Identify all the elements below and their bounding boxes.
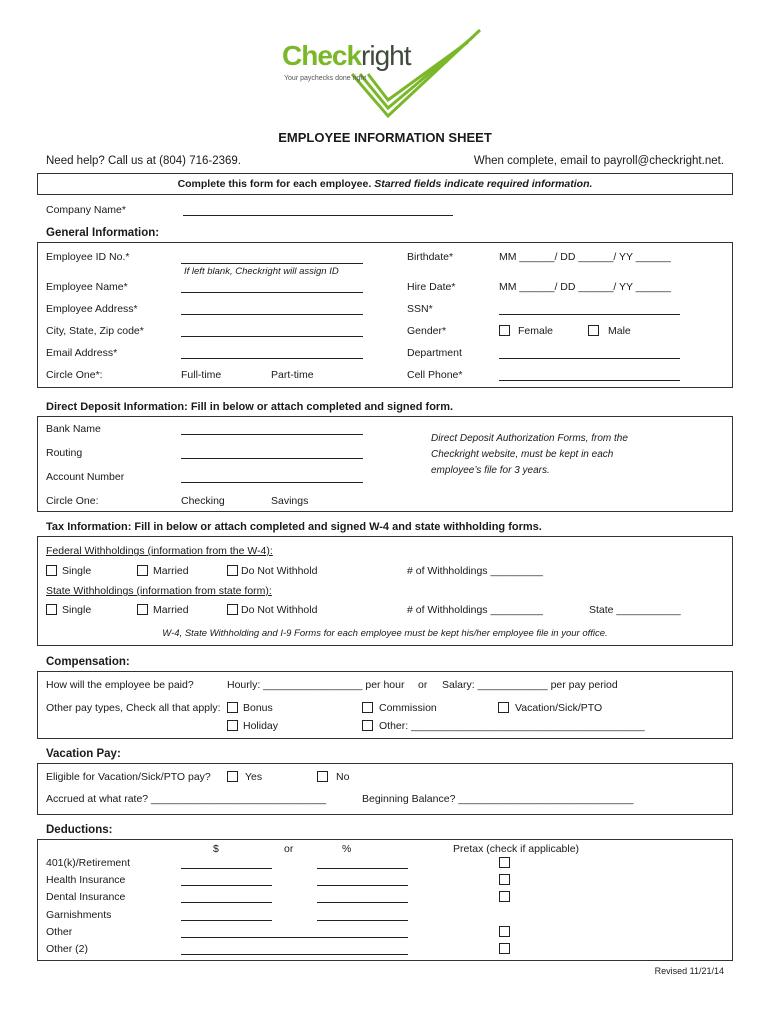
full-time-option[interactable]: Full-time (181, 369, 222, 381)
department-field[interactable] (499, 358, 680, 359)
employee-address-label: Employee Address* (46, 303, 138, 315)
federal-withholdings-label: Federal Withholdings (information from the W-4): (46, 545, 273, 557)
routing-label: Routing (46, 447, 83, 459)
vacation-heading: Vacation Pay: (46, 748, 121, 760)
logo-tagline: Your paychecks done right (284, 75, 367, 82)
checkmark-logo-icon (280, 24, 490, 124)
instructions-banner (37, 173, 733, 195)
email-instruction-text: When complete, email to payroll@checkright.net. (473, 155, 724, 167)
percent-column-header: % (342, 843, 352, 855)
compensation-heading: Compensation: (46, 656, 130, 668)
deduction-label: Other (46, 926, 73, 938)
vacation-no-label: No (336, 771, 350, 783)
banner-plain-text: Complete this form for each employee. (177, 178, 375, 190)
employment-type-label: Circle One*: (46, 369, 103, 381)
city-state-zip-label: City, State, Zip code* (46, 325, 144, 337)
accrual-rate-field[interactable]: Accrued at what rate? ______________________________ (46, 793, 327, 805)
cell-phone-field[interactable] (499, 380, 680, 381)
dd-note-line3: employee’s file for 3 years. (431, 465, 550, 476)
tax-heading: Tax Information: Fill in below or attach completed and signed W-4 and state withholding forms. (46, 521, 542, 533)
deduction-percent-field[interactable] (317, 902, 408, 903)
vacation-yes-label: Yes (245, 771, 263, 783)
employee-id-label: Employee ID No.* (46, 251, 130, 263)
state-married-label: Married (153, 604, 189, 616)
federal-single-label: Single (62, 565, 92, 577)
state-married-checkbox[interactable] (137, 604, 148, 615)
bonus-label: Bonus (243, 702, 273, 714)
pay-or-text: or (418, 679, 428, 691)
vacation-no-checkbox[interactable] (317, 771, 328, 782)
logo-brand-right: right (361, 40, 411, 71)
deduction-pretax-checkbox[interactable] (499, 891, 510, 902)
direct-deposit-section (37, 416, 733, 512)
logo-brand-check: Check (282, 40, 362, 71)
email-address-label: Email Address* (46, 347, 118, 359)
deduction-label: Other (2) (46, 943, 89, 955)
federal-single-checkbox[interactable] (46, 565, 57, 576)
how-paid-label: How will the employee be paid? (46, 679, 194, 691)
savings-option[interactable]: Savings (271, 495, 309, 507)
account-number-label: Account Number (46, 471, 125, 483)
vacation-yes-checkbox[interactable] (227, 771, 238, 782)
deduction-dollar-field[interactable] (181, 868, 272, 869)
revision-date: Revised 11/21/14 (654, 966, 724, 976)
hire-date-label: Hire Date* (407, 281, 456, 293)
state-withholdings-label: State Withholdings (information from state form): (46, 585, 272, 597)
vacation-pay-type-label: Vacation/Sick/PTO (515, 702, 603, 714)
state-no-withhold-checkbox[interactable] (227, 604, 238, 615)
compensation-section (37, 671, 733, 739)
dollar-column-header: $ (213, 843, 219, 855)
deductions-heading: Deductions: (46, 824, 113, 836)
vacation-section (37, 763, 733, 815)
vacation-pay-type-checkbox[interactable] (498, 702, 509, 713)
deduction-percent-field[interactable] (317, 885, 408, 886)
tax-section (37, 536, 733, 646)
state-single-checkbox[interactable] (46, 604, 57, 615)
account-number-field[interactable] (181, 482, 363, 483)
deduction-percent-field[interactable] (317, 920, 408, 921)
female-checkbox[interactable] (499, 325, 510, 336)
federal-no-withhold-label: Do Not Withhold (241, 565, 318, 577)
holiday-label: Holiday (243, 720, 279, 732)
beginning-balance-field[interactable]: Beginning Balance? ______________________________ (362, 793, 634, 805)
employee-id-field[interactable] (181, 263, 363, 264)
deduction-pretax-checkbox[interactable] (499, 857, 510, 868)
male-checkbox[interactable] (588, 325, 599, 336)
direct-deposit-heading: Direct Deposit Information: Fill in below or attach completed and signed form. (46, 401, 454, 413)
dd-note-line2: Checkright website, must be kept in each (431, 449, 614, 460)
employee-id-note: If left blank, Checkright will assign ID (184, 266, 339, 277)
federal-married-checkbox[interactable] (137, 565, 148, 576)
deduction-label: Health Insurance (46, 874, 126, 886)
state-single-label: Single (62, 604, 92, 616)
vacation-eligible-label: Eligible for Vacation/Sick/PTO pay? (46, 771, 211, 783)
cell-phone-label: Cell Phone* (407, 369, 463, 381)
male-label: Male (608, 325, 631, 337)
deduction-pretax-checkbox[interactable] (499, 943, 510, 954)
general-section (37, 242, 733, 388)
or-column-header: or (284, 843, 294, 855)
part-time-option[interactable]: Part-time (271, 369, 314, 381)
checkright-logo (280, 24, 490, 124)
state-withholdings-count[interactable]: # of Withholdings _________ (407, 604, 544, 616)
female-label: Female (518, 325, 554, 337)
company-name-label: Company Name* (46, 204, 126, 216)
deduction-pretax-checkbox[interactable] (499, 874, 510, 885)
company-name-field[interactable] (183, 215, 453, 216)
commission-label: Commission (379, 702, 437, 714)
ssn-field[interactable] (499, 314, 680, 315)
gender-label: Gender* (407, 325, 447, 337)
state-field[interactable]: State ___________ (589, 604, 681, 616)
deduction-dollar-field[interactable] (181, 920, 272, 921)
other-pay-field[interactable]: Other: ________________________________________ (379, 720, 645, 732)
checking-option[interactable]: Checking (181, 495, 225, 507)
hire-date-field[interactable]: MM ______/ DD ______/ YY ______ (499, 281, 671, 293)
pretax-column-header: Pretax (check if applicable) (453, 843, 580, 855)
hourly-field[interactable]: Hourly: _________________ per hour (227, 679, 405, 691)
help-phone-text: Need help? Call us at (804) 716-2369. (46, 155, 241, 167)
other-pay-checkbox[interactable] (362, 720, 373, 731)
deduction-other-field[interactable] (181, 937, 408, 938)
bonus-checkbox[interactable] (227, 702, 238, 713)
deduction-label: Dental Insurance (46, 891, 126, 903)
deduction-percent-field[interactable] (317, 868, 408, 869)
commission-checkbox[interactable] (362, 702, 373, 713)
federal-withholdings-count[interactable]: # of Withholdings _________ (407, 565, 544, 577)
deduction-label: 401(k)/Retirement (46, 857, 131, 869)
federal-married-label: Married (153, 565, 189, 577)
department-label: Department (407, 347, 462, 359)
birthdate-label: Birthdate* (407, 251, 454, 263)
city-state-zip-field[interactable] (181, 336, 363, 337)
bank-name-field[interactable] (181, 434, 363, 435)
holiday-checkbox[interactable] (227, 720, 238, 731)
general-heading: General Information: (46, 227, 160, 239)
employee-address-field[interactable] (181, 314, 363, 315)
deduction-label: Garnishments (46, 909, 112, 921)
banner-italic-text: Starred fields indicate required information. (374, 178, 593, 190)
deduction-pretax-checkbox[interactable] (499, 926, 510, 937)
dd-note-line1: Direct Deposit Authorization Forms, from the (431, 433, 628, 444)
deduction-other-field[interactable] (181, 954, 408, 955)
employee-name-label: Employee Name* (46, 281, 128, 293)
routing-field[interactable] (181, 458, 363, 459)
bank-name-label: Bank Name (46, 423, 101, 435)
birthdate-field[interactable]: MM ______/ DD ______/ YY ______ (499, 251, 671, 263)
deductions-section (37, 839, 733, 961)
tax-forms-note: W-4, State Withholding and I-9 Forms for each employee must be kept his/her employee file in your office. (162, 628, 608, 639)
employee-name-field[interactable] (181, 292, 363, 293)
account-type-label: Circle One: (46, 495, 99, 507)
other-pay-types-label: Other pay types, Check all that apply: (46, 702, 221, 714)
deduction-dollar-field[interactable] (181, 902, 272, 903)
ssn-label: SSN* (407, 303, 433, 315)
state-no-withhold-label: Do Not Withhold (241, 604, 318, 616)
salary-field[interactable]: Salary: ____________ per pay period (442, 679, 618, 691)
federal-no-withhold-checkbox[interactable] (227, 565, 238, 576)
page-title: EMPLOYEE INFORMATION SHEET (278, 130, 492, 145)
deduction-dollar-field[interactable] (181, 885, 272, 886)
email-address-field[interactable] (181, 358, 363, 359)
